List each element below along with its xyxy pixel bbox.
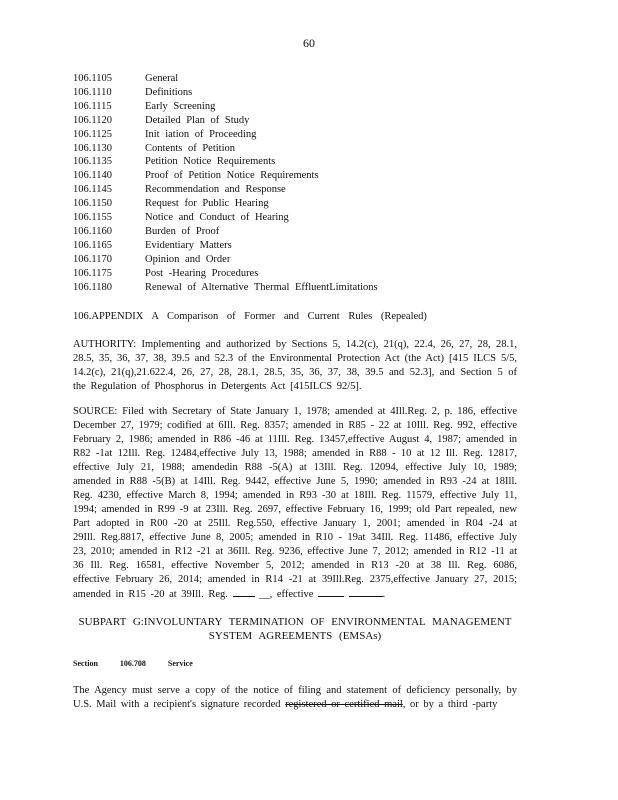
toc-section-number: 106.1115 xyxy=(73,100,112,112)
toc-row xyxy=(73,239,378,253)
toc-row xyxy=(73,211,378,225)
toc-row xyxy=(73,142,378,156)
toc-section-number: 106.1130 xyxy=(73,142,112,154)
section-heading xyxy=(73,659,211,668)
section-title: Service xyxy=(167,659,193,668)
toc-section-title: Init iation of Proceeding xyxy=(145,128,257,140)
toc-section-number: 106.1160 xyxy=(73,225,112,237)
source-blank-1 xyxy=(233,587,255,597)
subpart-heading xyxy=(73,615,517,643)
toc-row xyxy=(73,86,378,100)
toc-section-title: Evidentiary Matters xyxy=(145,239,232,251)
toc-section-title: Post -Hearing Procedures xyxy=(145,267,259,279)
toc-section-number: 106.1150 xyxy=(73,198,112,210)
toc-row xyxy=(73,72,378,86)
toc-section-title: General xyxy=(145,73,179,84)
service-paragraph xyxy=(73,684,517,712)
source-text: SOURCE: Filed with Secretary of State January 1, 1978; amended at 4Ill.Reg. 2, p. 186, effective December 27, 1979; codified at 6Ill. Reg. 8357; amended in R85 - 22 at 10Ill. Reg. 992, effective February 2, 1986; amended in R86 -46 at 11Ill. Reg. 13457,effective August 4, 1987; amended in R82 -1at 12Ill. Reg. 12484,effective July 13, 1988; amended in R88 - 10 at 12 Ill. Reg. 12817, effective July 21, 1988; amendedin R88 -5(A) at 13Ill. Reg. 12094, effective July 10, 1989; amended in R88 -5(B) at 14Ill. Reg. 9442, effective June 5, 1990; amended in R93 -24 at 18Ill. Reg. 4230, effective March 8, 1994; amended in R93 -30 at 18Ill. Reg. 11579, effective July 11, 1994; amended in R99 -9 at 23Ill. Reg. 2697, effective February 16, 1999; old Part repealed, new Part adopted in R00 -20 at 25Ill. Reg.550, effective January 1, 2001; amended in R04 -24 at 29Ill. Reg.8817, effective June 8, 2005; amended in R10 - 19at 34Ill. Reg. 11486, effective July 23, 2010; amended in R12 -21 at 36Ill. Reg. 9236, effective June 7, 2012; amended in R12 -11 at 36 Ill. Reg. 16581, effective November 5, 2012; amended in R13 -20 at 38 Ill. Reg. 6086, effective February 26, 2014; amended in R14 -21 at 39Ill.Reg. 2375,effective January 27, 2015; amended in R15 -20 at 39Ill. Reg. xyxy=(73,406,517,600)
toc-section-title: Detailed Plan of Study xyxy=(145,114,250,126)
toc-section-title: Petition Notice Requirements xyxy=(145,156,276,168)
toc-row xyxy=(73,155,378,169)
section-number: 106.708 xyxy=(119,659,146,668)
toc-row xyxy=(73,100,378,114)
source-blank-3 xyxy=(349,587,383,597)
source-text-end: . xyxy=(382,589,386,600)
section-label: Section xyxy=(73,659,98,668)
toc-row xyxy=(73,114,378,128)
toc-section-title: Proof of Petition Notice Requirements xyxy=(145,170,319,182)
subpart-heading-line1: SUBPART G:INVOLUNTARY TERMINATION OF ENVIRONMENTAL MANAGEMENT xyxy=(78,616,512,628)
toc-section-number: 106.1125 xyxy=(73,128,112,140)
service-text-after: , or by a third -party xyxy=(402,699,498,710)
toc-row xyxy=(73,128,378,142)
toc-section-number: 106.1175 xyxy=(73,267,112,279)
struck-text: registered or certified mail xyxy=(285,699,403,710)
toc-section-number: 106.1110 xyxy=(73,86,112,98)
toc-row xyxy=(73,197,378,211)
toc-section-title: Early Screening xyxy=(145,100,216,112)
toc-section-number: 106.1145 xyxy=(73,184,112,196)
source-paragraph xyxy=(73,405,517,602)
toc-section-title: Contents of Petition xyxy=(145,142,235,154)
toc-section-number: 106.1135 xyxy=(73,156,112,168)
page-number: 60 xyxy=(303,36,315,50)
toc-section-title: Burden of Proof xyxy=(145,225,220,237)
toc-section-number: 106.1170 xyxy=(73,253,112,265)
toc-section-title: Opinion and Order xyxy=(145,253,231,265)
toc-section-number: 106.1140 xyxy=(73,170,112,182)
toc-section-number: 106.1120 xyxy=(73,114,112,126)
source-text-mid: __, effective xyxy=(259,589,314,600)
toc-section-title: Renewal of Alternative Thermal EffluentLimitations xyxy=(145,281,378,293)
subpart-heading-line2: SYSTEM AGREEMENTS (EMSAs) xyxy=(208,630,382,642)
toc-section-number: 106.1180 xyxy=(73,281,112,293)
toc-section-title: Notice and Conduct of Hearing xyxy=(145,212,289,224)
appendix-line: 106.APPENDIX A Comparison of Former and Current Rules (Repealed) xyxy=(73,311,427,322)
toc-section-title: Request for Public Hearing xyxy=(145,198,269,210)
table-of-contents xyxy=(73,72,378,295)
toc-row xyxy=(73,253,378,267)
toc-row xyxy=(73,267,378,281)
toc-row xyxy=(73,169,378,183)
service-text: The Agency must serve a copy of the notice of filing and statement of deficiency personally, by U.S. Mail with a recipient's signature recorded xyxy=(73,685,517,710)
toc-section-number: 106.1165 xyxy=(73,239,112,251)
toc-row xyxy=(73,183,378,197)
authority-paragraph: AUTHORITY: Implementing and authorized by Sections 5, 14.2(c), 21(q), 22.4, 26, 27, 28, 28.1, 28.5, 35, 36, 37, 38, 39.5 and 52.3 of the Environmental Protection Act (the Act) [415 ILCS 5/5, 14.2(c), 21(q),21.622.4, 26, 27, 28, 28.1, 28.5, 35, 36, 37, 38, 39.5 and 52.3], and Section 5 of the Regulation of Phosphorus in Detergents Act [415ILCS 92/5]. xyxy=(73,339,517,392)
toc-section-title: Recommendation and Response xyxy=(145,184,286,196)
toc-section-title: Definitions xyxy=(145,86,193,98)
toc-row xyxy=(73,281,378,295)
toc-section-number: 106.1155 xyxy=(73,212,112,224)
toc-section-number: 106.1105 xyxy=(73,73,112,84)
toc-row xyxy=(73,225,378,239)
source-blank-2 xyxy=(318,587,344,597)
